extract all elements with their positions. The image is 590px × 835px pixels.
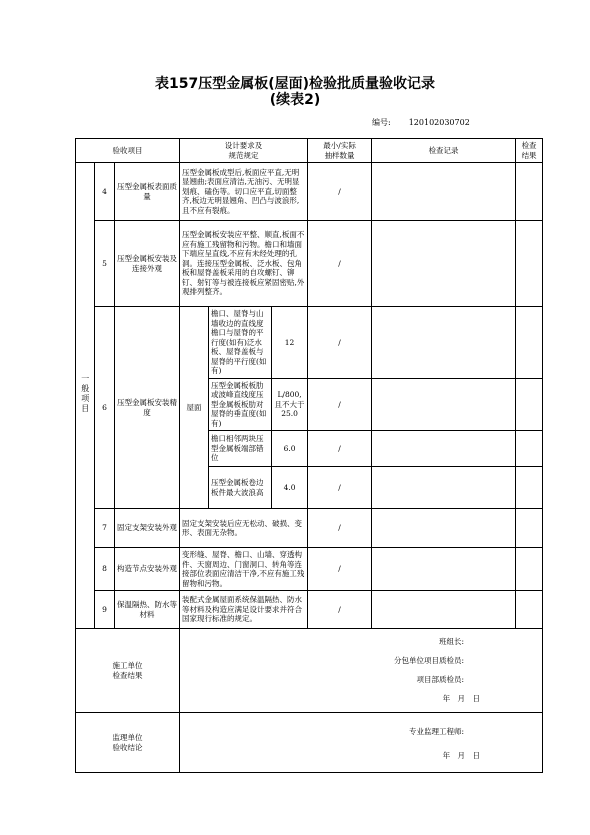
row-sample: / [308,163,372,221]
sub-requirement: 压型金属板板肋或波峰直线度压型金属板板肋对屋脊的垂直度(如有) [209,379,272,431]
row-no: 6 [95,307,115,509]
supervision-signature-area[interactable] [180,713,543,773]
row-sample: / [308,548,372,591]
sub-requirement: 压型金属板卷边板件最大波浪高 [209,467,272,509]
row-record[interactable] [372,431,516,467]
row-sample: / [308,591,372,629]
sub-value: 12 [272,307,308,379]
row-requirement: 变形缝、屋脊、檐口、山墙、穿透构件、天窗周边、门窗洞口、转角等连接部位表面应清洁干净,不应有施工残留物和污物。 [180,548,308,591]
col-result: 检查 结果 [516,139,543,163]
row-no: 4 [95,163,115,221]
row-sample: / [308,431,372,467]
row-sample: / [308,467,372,509]
sub-value: L/800,且不大于25.0 [272,379,308,431]
table-row [76,221,543,307]
sub-requirement: 檐口相邻两块压型金属板端部错位 [209,431,272,467]
inspector-label: 项目部质检员: [416,674,465,684]
row-no: 8 [95,548,115,591]
row-result[interactable] [516,467,543,509]
row-name: 保温隔热、防水等材料 [115,591,180,629]
col-record: 检查记录 [372,139,516,163]
table-row [76,307,543,379]
row-no: 5 [95,221,115,307]
row-requirement: 压型金属板安装应平整、顺直,板面不应有施工残留物和污物。檐口和墙面下端应呈直线,不应有未经处理的孔洞。连接压型金属板、泛水板、包角板和屋脊盖板采用的自攻螺钉、铆钉、射钉等与被连接板应紧固密贴,外观排列整齐。 [180,221,308,307]
row-sample: / [308,509,372,548]
page-subtitle: (续表2) [269,92,321,108]
row-record[interactable] [372,467,516,509]
row-record[interactable] [372,163,516,221]
inspection-table [75,138,543,773]
row-result[interactable] [516,509,543,548]
sub-value: 4.0 [272,467,308,509]
row-record[interactable] [372,221,516,307]
sub-requirement: 檐口、屋脊与山墙收边的直线度檐口与屋脊的平行度(如有)泛水板、屋脊盖板与屋脊的平行度(如有) [209,307,272,379]
row-name: 构造节点安装外观 [115,548,180,591]
construction-date: 年 月 日 [442,693,481,703]
construction-signature-area[interactable] [180,629,543,713]
row-record[interactable] [372,548,516,591]
sub-value: 6.0 [272,431,308,467]
row-sub-label: 屋面 [180,307,209,509]
engineer-label: 专业监理工程师: [409,726,465,736]
row-result[interactable] [516,307,543,379]
table-row [76,509,543,548]
page-title: 表157压型金属板(屋面)检验批质量验收记录 [154,76,436,92]
row-record[interactable] [372,379,516,431]
row-result[interactable] [516,591,543,629]
row-result[interactable] [516,548,543,591]
row-result[interactable] [516,431,543,467]
row-record[interactable] [372,591,516,629]
col-item: 验收项目 [76,139,180,163]
supervision-label: 监理单位 验收结论 [76,713,180,773]
row-requirement: 装配式金属屋面系统保温隔热、防水等材料及构造应满足设计要求并符合国家现行标准的规定。 [180,591,308,629]
construction-row [76,629,543,713]
construction-label: 施工单位 检查结果 [76,629,180,713]
row-result[interactable] [516,221,543,307]
row-requirement: 压型金属板成型后,板面应平直,无明显翘曲;表面应清洁,无油污、无明显划痕、磕伤等。切口应平直,切面整齐,板边无明显翘角、凹凸与波浪形,且不应有裂痕。 [180,163,308,221]
row-no: 9 [95,591,115,629]
col-requirement: 设计要求及 规范规定 [180,139,308,163]
sub-inspector-label: 分包单位项目质检员: [394,655,465,665]
row-requirement: 固定支架安装后应无松动、破损、变形、表面无杂物。 [180,509,308,548]
supervision-date: 年 月 日 [442,750,481,760]
supervision-row [76,713,543,773]
table-row [76,591,543,629]
row-name: 压型金属板表面质量 [115,163,180,221]
team-leader-label: 班组长: [439,636,465,646]
row-result[interactable] [516,163,543,221]
table-row [76,163,543,221]
group-label: 一般项目 [76,163,95,629]
table-row [76,548,543,591]
row-name: 压型金属板安装及连接外观 [115,221,180,307]
row-sample: / [308,221,372,307]
row-no: 7 [95,509,115,548]
row-sample: / [308,379,372,431]
row-record[interactable] [372,509,516,548]
row-result[interactable] [516,379,543,431]
header-row [76,139,543,163]
col-sample: 最小/实际 抽样数量 [308,139,372,163]
doc-no-value: 120102030702 [408,118,470,127]
row-record[interactable] [372,307,516,379]
doc-no-label: 编号: [372,118,391,127]
row-name: 固定支架安装外观 [115,509,180,548]
document-number [372,117,470,128]
row-name: 压型金属板安装精度 [115,307,180,509]
row-sample: / [308,307,372,379]
